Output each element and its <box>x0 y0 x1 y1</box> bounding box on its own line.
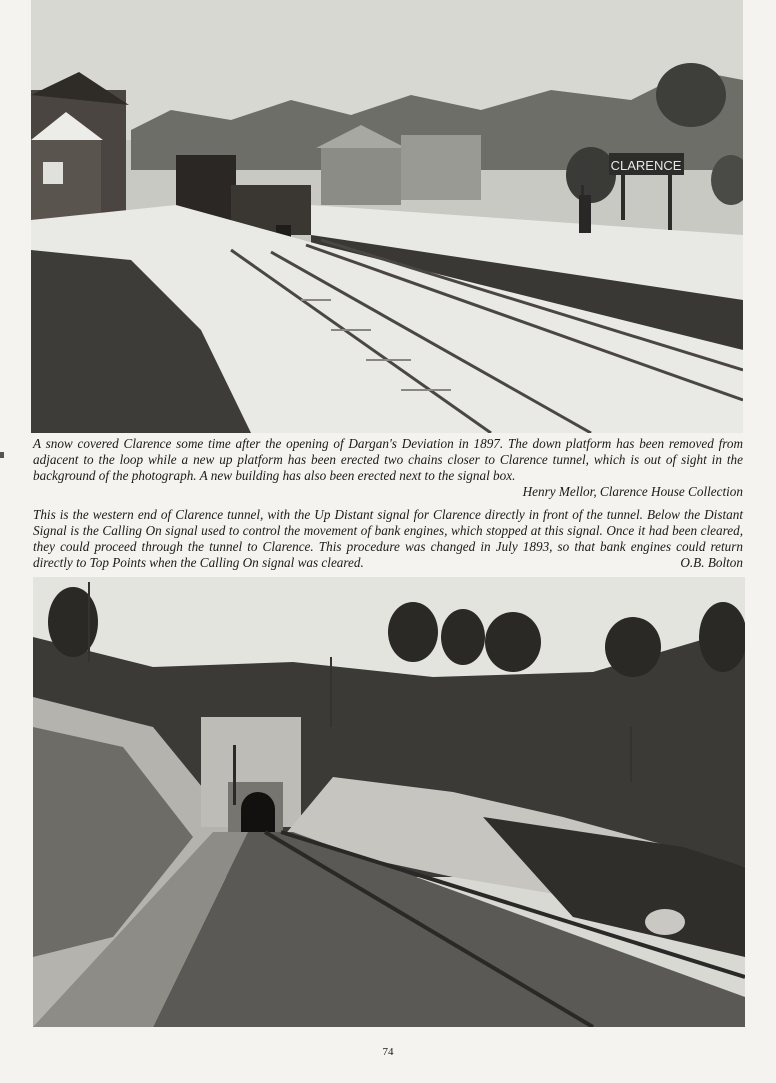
page-number: 74 <box>382 1046 394 1058</box>
clarence-tunnel-photo <box>33 577 745 1027</box>
caption-bottom-credit: O.B. Bolton <box>680 555 743 570</box>
caption-top-text: A snow covered Clarence some time after the opening of Dargan's Deviation in 1897. The down platform has been removed from adjacent to the loop while a new up platform has been erected two chains closer to Clarence tunnel, which is out of sight in the background of the photograph. A new building has also been erected next to the signal box. <box>33 436 743 483</box>
clarence-station-sign: CLARENCE <box>610 158 682 173</box>
tunnel-scene-illustration <box>33 577 745 1027</box>
caption-top-credit: Henry Mellor, Clarence House Collection <box>522 484 743 499</box>
caption-bottom-text: This is the western end of Clarence tunnel, with the Up Distant signal for Clarence directly in front of the tunnel. Below the Distant Signal is the Calling On signal used to control the movement of bank engines, which stopped at this signal. Once it had been cleared, they could proceed through the tunnel to Clarence. This procedure was changed in July 1893, so that bank engines could return directly to Top Points when the Calling On signal was cleared. <box>33 507 743 570</box>
clarence-snow-station-photo <box>31 0 743 433</box>
photo-caption-bottom <box>33 507 743 571</box>
margin-mark <box>0 452 4 458</box>
photo-caption-top <box>33 436 743 500</box>
station-scene-illustration <box>31 0 743 433</box>
